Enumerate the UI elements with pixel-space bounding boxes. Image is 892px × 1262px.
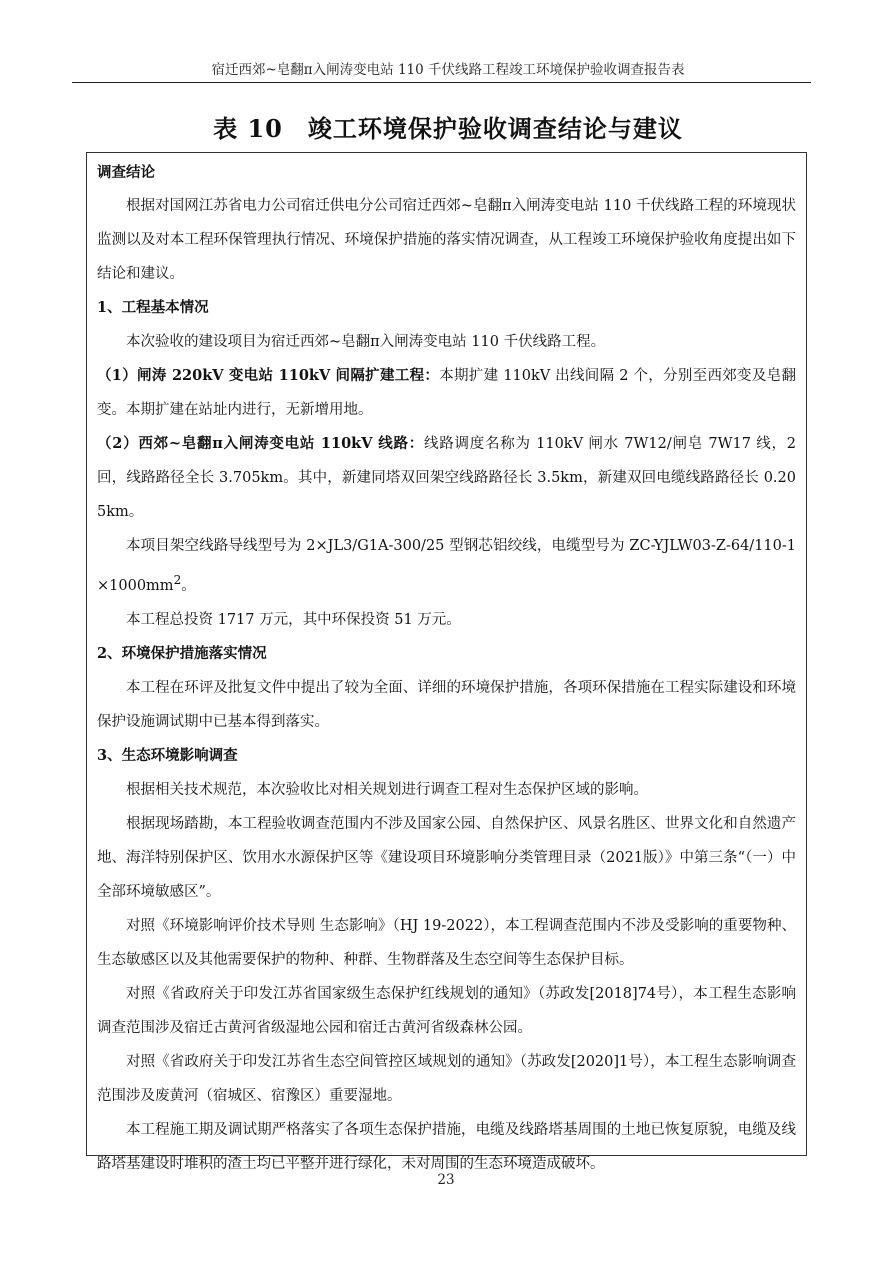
item-1-paragraph [97, 359, 796, 427]
conclusion-table-cell [86, 152, 807, 1172]
eco-paragraph-3: 对照《环境影响评价技术导则 生态影响》（HJ 19-2022），本工程调查范围内不涉及受影响的重要物种、生态敏感区以及其他需要保护的物种、种群、生物群落及生态空间等生态保护目标。 [97, 917, 796, 968]
eco-paragraph-1: 根据相关技术规范，本次验收比对相关规划进行调查工程对生态保护区域的影响。 [126, 781, 648, 798]
item-2-label: （2）西郊~皂翻π入闸涛变电站 110kV 线路： [97, 435, 425, 452]
section-1-heading: 1、工程基本情况 [97, 299, 209, 316]
measures-paragraph: 本工程在环评及批复文件中提出了较为全面、详细的环境保护措施，各项环保措施在工程实际建设和环境保护设施调试期中已基本得到落实。 [97, 679, 796, 730]
section-3-heading: 3、生态环境影响调查 [97, 746, 238, 764]
item-2-paragraph [97, 427, 796, 529]
project-paragraph: 本次验收的建设项目为宿迁西郊~皂翻π入闸涛变电站 110 千伏线路工程。 [126, 334, 606, 350]
conductor-paragraph [97, 529, 796, 603]
conductor-end: 。 [181, 577, 196, 594]
eco-paragraph-2: 根据现场踏勘，本工程验收调查范围内不涉及国家公园、自然保护区、风景名胜区、世界文化和自然遗产地、海洋特别保护区、饮用水水源保护区等《建设项目环境影响分类管理目录（2021版）》中第三条“（一）中全部环境敏感区”。 [97, 815, 796, 900]
table-title: 表 10 竣工环境保护验收调查结论与建议 [213, 114, 683, 143]
investment-paragraph: 本工程总投资 1717 万元，其中环保投资 51 万元。 [126, 611, 461, 628]
conductor-superscript: 2 [173, 573, 182, 587]
item-1-label: （1）闸涛 220kV 变电站 110kV 间隔扩建工程： [97, 367, 440, 384]
item-1-text: 本期扩建 110kV 出线间隔 2 个，分别至西郊变及皂翻变。本期扩建在站址内进行，无新增用地。 [97, 368, 796, 418]
conclusion-label: 调查结论 [97, 164, 155, 181]
section-2-heading: 2、环境保护措施落实情况 [97, 644, 267, 662]
eco-paragraph-5: 对照《省政府关于印发江苏省生态空间管控区域规划的通知》（苏政发[2020]1号），本工程生态影响调查范围涉及废黄河（宿城区、宿豫区）重要湿地。 [97, 1053, 796, 1104]
conductor-text: 本项目架空线路导线型号为 2×JL3/G1A-300/25 型钢芯铝绞线，电缆型号为 ZC-YJLW03-Z-64/110-1×1000mm [97, 538, 796, 594]
item-2-text: 线路调度名称为 110kV 闸水 7W12/闸皂 7W17 线，2 回，线路路径全长 3.705km。其中，新建同塔双回架空线路路径长 3.5km，新建双回电缆线路路径长 0.205km。 [97, 436, 797, 520]
eco-paragraph-6: 本工程施工期及调试期严格落实了各项生态保护措施，电缆及线路塔基周围的土地已恢复原貌，电缆及线路塔基建设时堆积的渣土均已平整并进行绿化，未对周围的生态环境造成破坏。 [97, 1121, 796, 1172]
header-rule [72, 82, 811, 83]
eco-paragraph-4: 对照《省政府关于印发江苏省国家级生态保护红线规划的通知》（苏政发[2018]74号），本工程生态影响调查范围涉及宿迁古黄河省级湿地公园和宿迁古黄河省级森林公园。 [97, 985, 796, 1036]
page-number: 23 [437, 1172, 455, 1188]
intro-paragraph: 根据对国网江苏省电力公司宿迁供电分公司宿迁西郊~皂翻π入闸涛变电站 110 千伏线路工程的环境现状监测以及对本工程环保管理执行情况、环境保护措施的落实情况调查，从工程竣工环境保护验收角度提出如下结论和建议。 [97, 198, 796, 282]
running-header: 宿迁西郊~皂翻π入闸涛变电站 110 千伏线路工程竣工环境保护验收调查报告表 [211, 62, 685, 78]
